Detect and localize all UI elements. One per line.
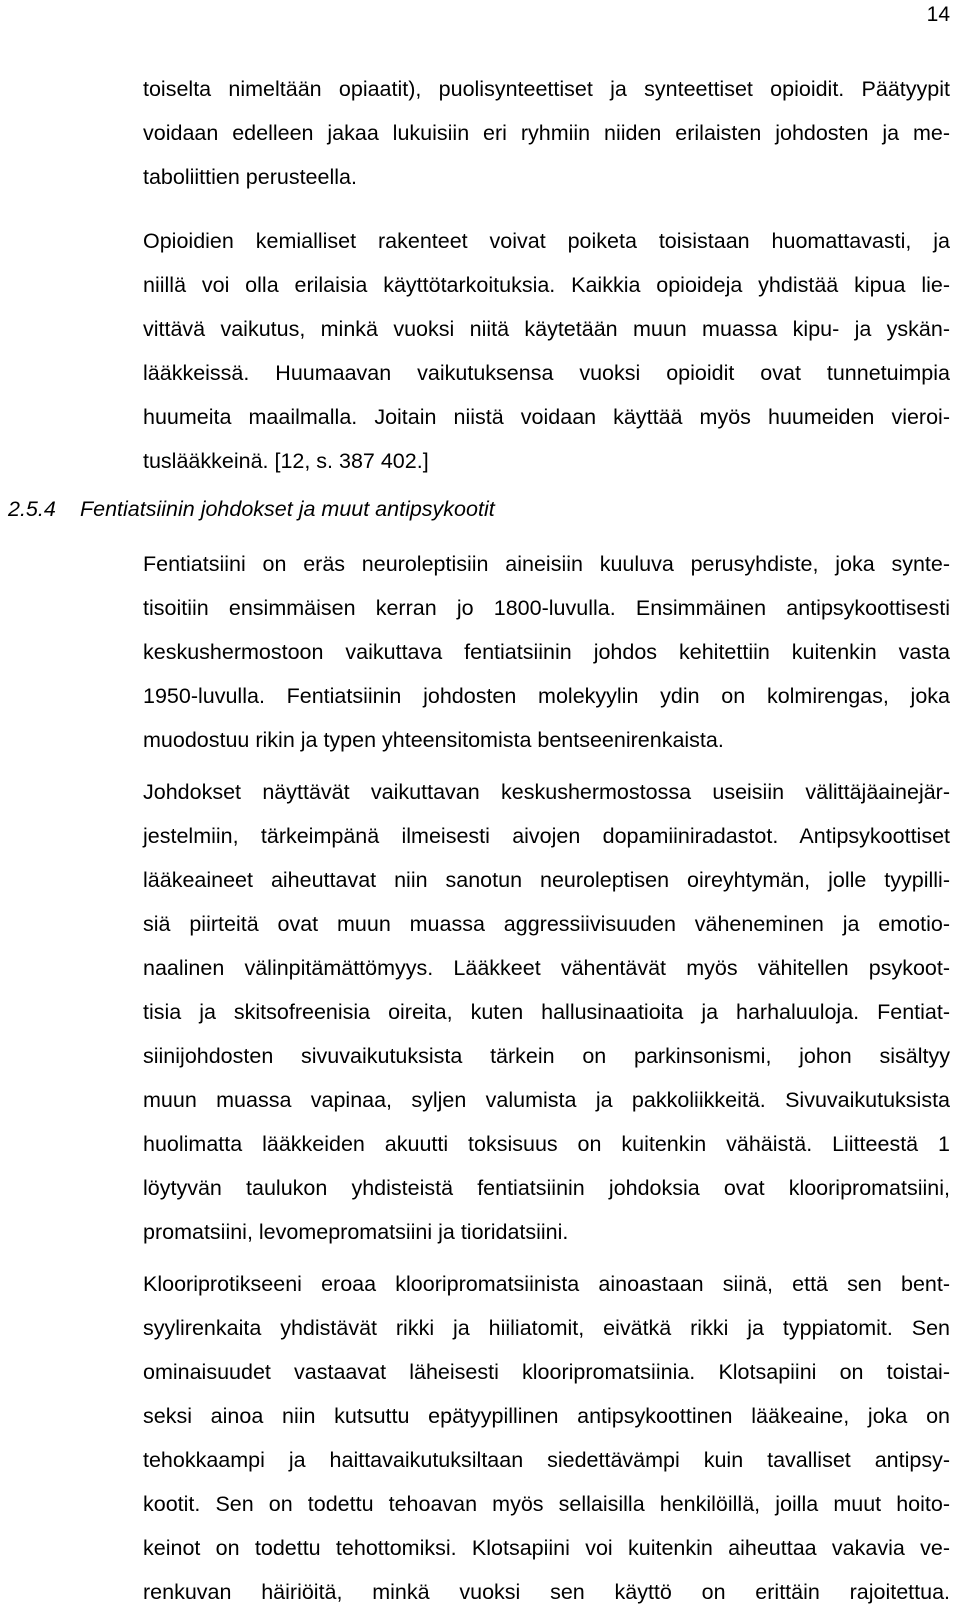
paragraph-3-line-1: Fentiatsiini on eräs neuroleptisiin aineisiin kuuluva perusyhdiste, joka synte-	[143, 552, 950, 576]
paragraph-2-line-5: huumeita maailmalla. Joitain niistä voidaan käyttää myös huumeiden vieroi-	[143, 405, 950, 429]
paragraph-4-line-10: löytyvän taulukon yhdisteistä fentiatsiinin johdoksia ovat klooripromatsiini,	[143, 1176, 950, 1200]
paragraph-4-line-5: naalinen välinpitämättömyys. Lääkkeet vähentävät myös vähitellen psykoot-	[143, 956, 950, 980]
paragraph-2-line-1: Opioidien kemialliset rakenteet voivat poiketa toisistaan huomattavasti, ja	[143, 229, 950, 253]
paragraph-4-line-4: siä piirteitä ovat muun muassa aggressiivisuuden väheneminen ja emotio-	[143, 912, 950, 936]
section-title: Fentiatsiinin johdokset ja muut antipsykootit	[80, 497, 495, 521]
paragraph-5-line-8: renkuvan häiriöitä, minkä vuoksi sen käyttö on erittäin rajoitettua.	[143, 1580, 950, 1604]
paragraph-3-line-4: 1950-luvulla. Fentiatsiinin johdosten molekyylin ydin on kolmirengas, joka	[143, 684, 950, 708]
paragraph-5-line-7: keinot on todettu tehottomiksi. Klotsapiini voi kuitenkin aiheuttaa vakavia ve-	[143, 1536, 950, 1560]
paragraph-1-line-2: voidaan edelleen jakaa lukuisiin eri ryhmiin niiden erilaisten johdosten ja me-	[143, 121, 950, 145]
paragraph-5-line-6: kootit. Sen on todettu tehoavan myös sellaisilla henkilöillä, joilla muut hoito-	[143, 1492, 950, 1516]
page-number: 14	[926, 3, 950, 26]
paragraph-1-line-3: taboliittien perusteella.	[143, 165, 357, 189]
paragraph-2-line-3: vittävä vaikutus, minkä vuoksi niitä käytetään muun muassa kipu- ja yskän-	[143, 317, 950, 341]
paragraph-2-line-2: niillä voi olla erilaisia käyttötarkoituksia. Kaikkia opioideja yhdistää kipua lie-	[143, 273, 950, 297]
paragraph-4-line-2: jestelmiin, tärkeimpänä ilmeisesti aivojen dopamiiniradastot. Antipsykoottiset	[143, 824, 950, 848]
paragraph-4-line-11: promatsiini, levomepromatsiini ja tioridatsiini.	[143, 1220, 569, 1244]
paragraph-4-line-9: huolimatta lääkkeiden akuutti toksisuus on kuitenkin vähäistä. Liitteestä 1	[143, 1132, 950, 1156]
paragraph-2-line-4: lääkkeissä. Huumaavan vaikutuksensa vuoksi opioidit ovat tunnetuimpia	[143, 361, 950, 385]
paragraph-2-line-6: tuslääkkeinä. [12, s. 387 402.]	[143, 449, 429, 473]
paragraph-4-line-7: siinijohdosten sivuvaikutuksista tärkein on parkinsonismi, johon sisältyy	[143, 1044, 950, 1068]
paragraph-1-line-1: toiselta nimeltään opiaatit), puolisynteettiset ja synteettiset opioidit. Päätyypit	[143, 77, 950, 101]
section-heading	[8, 494, 948, 524]
paragraph-5-line-3: ominaisuudet vastaavat läheisesti klooripromatsiinia. Klotsapiini on toistai-	[143, 1360, 950, 1384]
paragraph-4-line-6: tisia ja skitsofreenisia oireita, kuten hallusinaatioita ja harhaluuloja. Fentiat-	[143, 1000, 950, 1024]
paragraph-4-line-3: lääkeaineet aiheuttavat niin sanotun neuroleptisen oireyhtymän, jolle tyypilli-	[143, 868, 950, 892]
paragraph-4-line-1: Johdokset näyttävät vaikuttavan keskushermostossa useisiin välittäjäainejär-	[143, 780, 950, 804]
paragraph-4-line-8: muun muassa vapinaa, syljen valumista ja pakkoliikkeitä. Sivuvaikutuksista	[143, 1088, 950, 1112]
paragraph-3-line-2: tisoitiin ensimmäisen kerran jo 1800-luvulla. Ensimmäinen antipsykoottisesti	[143, 596, 950, 620]
paragraph-5-line-1: Klooriprotikseeni eroaa klooripromatsiinista ainoastaan siinä, että sen bent-	[143, 1272, 950, 1296]
paragraph-5-line-2: syylirenkaita yhdistävät rikki ja hiiliatomit, eivätkä rikki ja typpiatomit. Sen	[143, 1316, 950, 1340]
paragraph-3-line-3: keskushermostoon vaikuttava fentiatsiinin johdos kehitettiin kuitenkin vasta	[143, 640, 950, 664]
paragraph-3-line-5: muodostuu rikin ja typen yhteensitomista bentseenirenkaista.	[143, 728, 724, 752]
section-number: 2.5.4	[8, 497, 56, 521]
paragraph-5-line-5: tehokkaampi ja haittavaikutuksiltaan siedettävämpi kuin tavalliset antipsy-	[143, 1448, 950, 1472]
paragraph-5-line-4: seksi ainoa niin kutsuttu epätyypillinen antipsykoottinen lääkeaine, joka on	[143, 1404, 950, 1428]
